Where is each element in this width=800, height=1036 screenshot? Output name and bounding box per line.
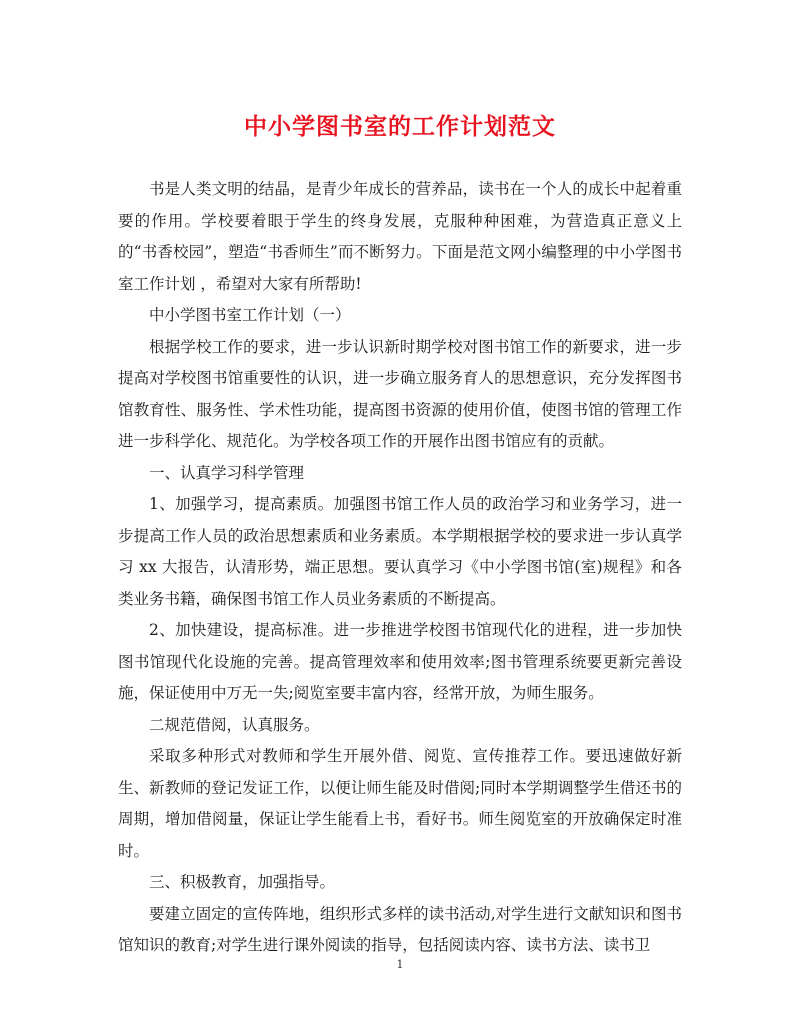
borrowing-paragraph: 采取多种形式对教师和学生开展外借、阅览、宣传推荐工作。要迅速做好新生、新教师的登记发证工作，以便让师生能及时借阅;同时本学期调整学生借还书的周期，增加借阅量，保证让学生能看上书，看好书。师生阅览室的开放确保定时准时。	[118, 747, 682, 860]
document-body	[118, 174, 682, 962]
intro-paragraph: 书是人类文明的结晶，是青少年成长的营养品，读书在一个人的成长中起着重要的作用。学校要着眼于学生的终身发展，克服种种困难，为营造真正意义上的“书香校园”，塑造“书香师生”而不断努力。下面是范文网小编整理的中小学图书室工作计划 ，希望对大家有所帮助!	[118, 180, 682, 293]
section-heading-2: 二规范借阅，认真服务。	[149, 715, 320, 734]
page-number: 1	[396, 958, 404, 971]
section-heading-3: 三、积极教育，加强指导。	[149, 873, 336, 891]
section-heading-1: 一、认真学习科学管理	[149, 463, 305, 482]
item-2-paragraph: 2、加快建设，提高标准。进一步推进学校图书馆现代化的进程，进一步加快图书馆现代化设施的完善。提高管理效率和使用效率;图书管理系统要更新完善设施，保证使用中万无一失;阅览室要丰富内容，经常开放，为师生服务。	[118, 621, 682, 702]
document-title: 中小学图书室的工作计划范文	[244, 113, 556, 140]
plan-intro-paragraph: 根据学校工作的要求，进一步认识新时期学校对图书馆工作的新要求，进一步提高对学校图书馆重要性的认识，进一步确立服务育人的思想意识，充分发挥图书馆教育性、服务性、学术性功能，提高图书资源的使用价值，使图书馆的管理工作进一步科学化、规范化。为学校各项工作的开展作出图书馆应有的贡献。	[118, 337, 682, 450]
plan-heading: 中小学图书室工作计划（一）	[149, 306, 351, 324]
item-1-paragraph: 1、加强学习，提高素质。加强图书馆工作人员的政治学习和业务学习，进一步提高工作人员的政治思想素质和业务素质。本学期根据学校的要求进一步认真学习 xx 大报告，认清形势，端正思想。要认真学习《中小学图书馆(室)规程》和各类业务书籍，确保图书馆工作人员业务素质的不断提高。	[118, 495, 682, 608]
education-paragraph: 要建立固定的宣传阵地，组织形式多样的读书活动,对学生进行文献知识和图书馆知识的教育;对学生进行课外阅读的指导，包括阅读内容、读书方法、读书卫	[118, 904, 682, 954]
